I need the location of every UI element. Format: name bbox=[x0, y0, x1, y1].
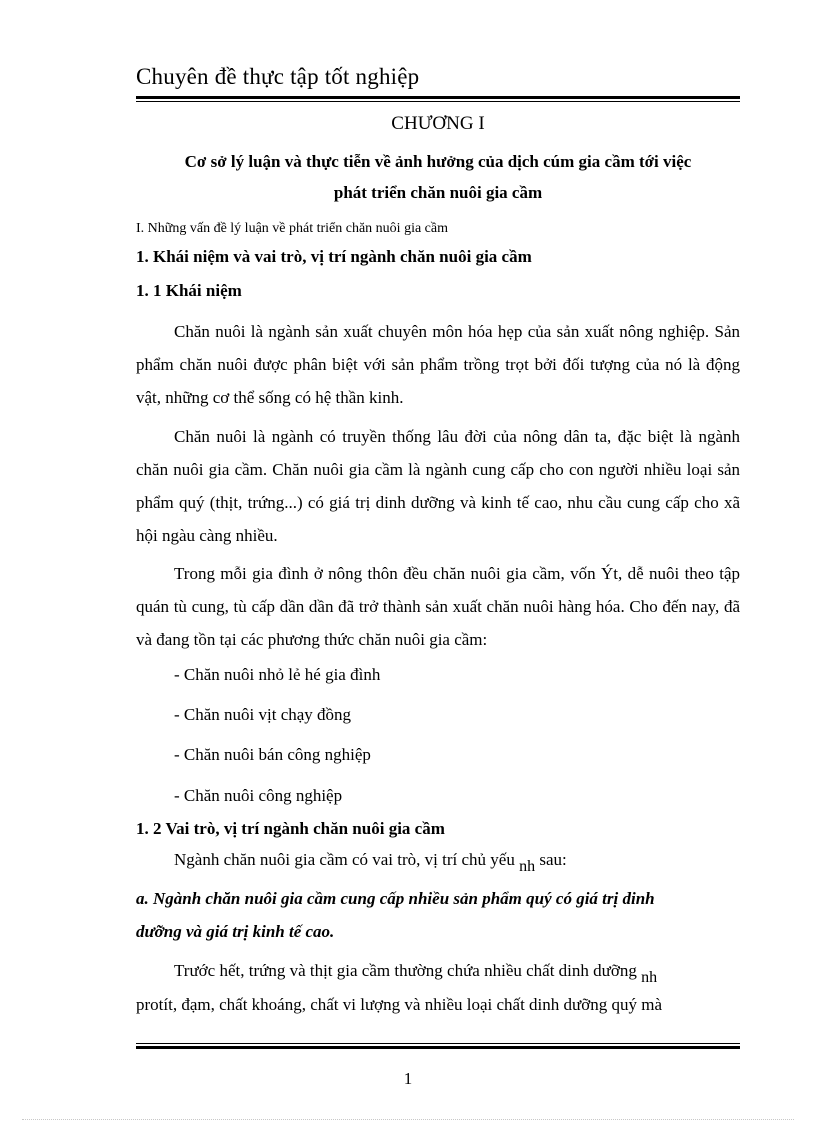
bullet-item: - Chăn nuôi vịt chạy đồng bbox=[174, 705, 352, 724]
subheading-a-line-1: a. Ngành chăn nuôi gia cầm cung cấp nhiều sản phẩm quý có giá trị dinh bbox=[136, 889, 655, 908]
paragraph-5-line-1 bbox=[174, 961, 658, 986]
section-heading-1: 1. Khái niệm và vai trò, vị trí ngành chăn nuôi gia cầm bbox=[136, 247, 532, 266]
bullet-item: - Chăn nuôi công nghiệp bbox=[174, 786, 343, 805]
paragraph-2: Chăn nuôi là ngành có truyền thống lâu đời của nông dân ta, đặc biệt là ngành chăn nuôi gia cầm. Chăn nuôi gia cầm là ngành cung cấp cho con người nhiều loại sản phẩm quý (thịt, trứng...) có giá trị dinh dưỡng và kinh tế cao, nhu cầu cung cấp cho xã hội ngàu càng nhiều. bbox=[136, 427, 740, 545]
paragraph-5-line-2: protít, đạm, chất khoáng, chất vi lượng và nhiều loại chất dinh dưỡng quý mà bbox=[136, 995, 662, 1014]
paragraph-4 bbox=[174, 850, 567, 875]
part-heading: I. Những vấn đề lý luận về phát triển chăn nuôi gia cầm bbox=[136, 221, 448, 236]
paragraph-3: Trong mỗi gia đình ở nông thôn đều chăn nuôi gia cầm, vốn Ýt, dễ nuôi theo tập quán tù cung, tù cấp dần dần đã trở thành sản xuất chăn nuôi hàng hóa. Cho đến nay, đã và đang tồn tại các phương thức chăn nuôi gia cầm: bbox=[136, 564, 740, 649]
header-rule bbox=[136, 96, 740, 102]
paragraph-5-text: Trước hết, trứng và thịt gia cầm thường chứa nhiều chất dinh dưỡng bbox=[174, 961, 637, 980]
footer-rule bbox=[136, 1043, 740, 1049]
header-title: Chuyên đề thực tập tốt nghiệp bbox=[136, 64, 420, 89]
bullet-item: - Chăn nuôi nhỏ lẻ hé gia đình bbox=[174, 665, 381, 684]
paragraph-5-stray: nh bbox=[641, 969, 658, 986]
paragraph-4-end: sau: bbox=[539, 850, 567, 869]
chapter-title-line-1: Cơ sở lý luận và thực tiễn về ảnh hưởng của dịch cúm gia cầm tới việc bbox=[184, 152, 692, 171]
chapter-number: CHƯƠNG I bbox=[391, 113, 485, 134]
section-heading-1-2: 1. 2 Vai trò, vị trí ngành chăn nuôi gia cầm bbox=[136, 819, 445, 838]
paragraph-4-stray: nh bbox=[519, 858, 536, 875]
chapter-title bbox=[136, 146, 740, 208]
paragraph-1: Chăn nuôi là ngành sản xuất chuyên môn hóa hẹp của sản xuất nông nghiệp. Sản phẩm chăn nuôi được phân biệt với sản phẩm trồng trọt bởi đối tượng của nó là động vật, những cơ thể sống có hệ thần kinh. bbox=[136, 322, 740, 407]
chapter-title-line-2: phát triển chăn nuôi gia cầm bbox=[333, 183, 543, 202]
subheading-a-line-2: dưỡng và giá trị kinh tế cao. bbox=[136, 922, 335, 941]
bullet-item: - Chăn nuôi bán công nghiệp bbox=[174, 745, 371, 764]
page-edge-divider bbox=[22, 1119, 794, 1120]
page-number: 1 bbox=[403, 1069, 413, 1088]
section-heading-1-1: 1. 1 Khái niệm bbox=[136, 281, 242, 300]
paragraph-4-text: Ngành chăn nuôi gia cầm có vai trò, vị trí chủ yếu bbox=[174, 850, 515, 869]
